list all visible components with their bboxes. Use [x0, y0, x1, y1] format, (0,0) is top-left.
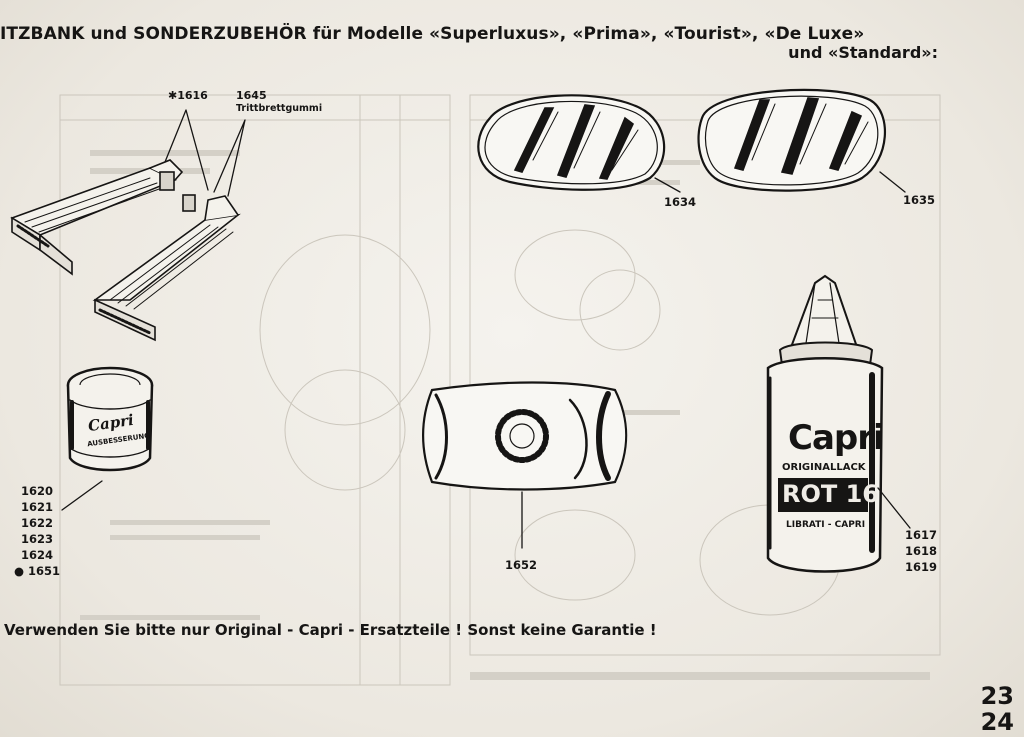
part-number: ● 1651 — [14, 564, 61, 578]
part-number: 1623 — [21, 532, 54, 546]
callout-1616: ✱1616 — [168, 89, 208, 102]
page-number: 24 — [980, 708, 1014, 736]
part-number: 1620 — [21, 484, 54, 498]
bottle-label-brand: Capri — [788, 418, 884, 458]
can-label-brand: Capri — [86, 410, 135, 436]
part-number: 1618 — [905, 544, 938, 558]
badge-plate-1652 — [423, 383, 626, 490]
part-numbers-can — [14, 483, 60, 579]
part-number: 1622 — [21, 516, 54, 530]
page-title: ITZBANK und SONDERZUBEHÖR für Modelle «Superluxus», «Prima», «Tourist», «De Luxe» — [0, 24, 865, 44]
can-label-sub: AUSBESSERUNG — [86, 431, 151, 449]
bottle-label-sub2: ROT 16 — [782, 480, 880, 508]
callout-1645: 1645 — [236, 89, 267, 102]
page-title-continued: und «Standard»: — [788, 43, 938, 62]
page-number: 23 — [980, 682, 1014, 710]
part-number-1635: 1635 — [903, 193, 936, 207]
part-number: 1619 — [905, 560, 938, 574]
callout-trittbrettgummi: Trittbrettgummi — [236, 103, 323, 114]
part-number: 1624 — [21, 548, 54, 562]
footer-warning: Verwenden Sie bitte nur Original - Capri - Ersatzteile ! Sonst keine Garantie ! — [4, 621, 657, 639]
part-numbers-bottle — [905, 527, 937, 575]
bottle-label-sub3: LIBRATI - CAPRI — [786, 520, 866, 530]
part-number: 1621 — [21, 500, 54, 514]
running-board-mat-right — [95, 195, 238, 340]
part-number: 1617 — [905, 528, 938, 542]
part-number-1652: 1652 — [505, 558, 538, 572]
mirror-oval-1634 — [478, 95, 664, 189]
part-number-1634: 1634 — [664, 195, 697, 209]
mirror-oval-1635 — [699, 90, 885, 191]
bottle-label-sub1: ORIGINALLACK — [782, 462, 866, 473]
